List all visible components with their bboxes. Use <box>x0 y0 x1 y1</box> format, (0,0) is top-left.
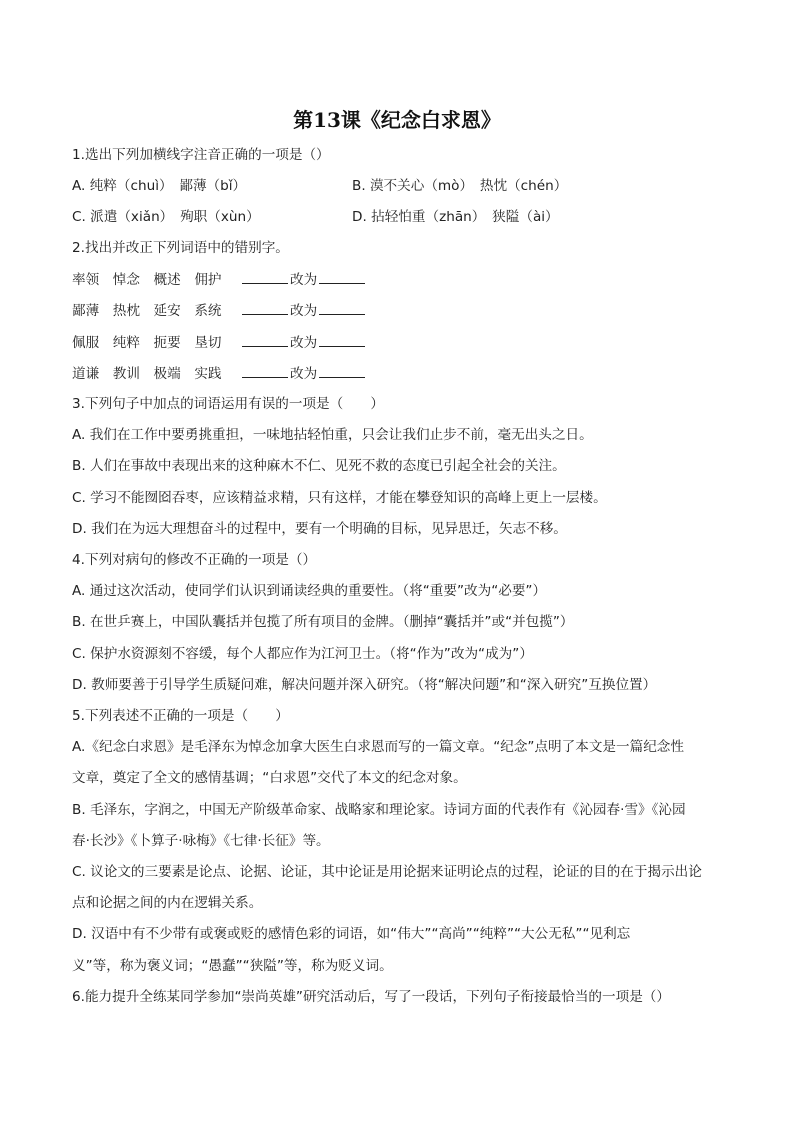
q5-option-d: D. 汉语中有不少带有或褒或贬的感情色彩的词语，如“伟大”“高尚”“纯粹”“大公无私”“见利忘 <box>72 926 631 942</box>
q4-option-d: D. 教师要善于引导学生质疑问难，解决问题并深入研究。（将“解决问题”和“深入研究”互换位置） <box>72 677 657 693</box>
q1-option-b: B. 漠不关心（mò） 热忱（chén） <box>352 178 568 194</box>
q2-row <box>72 332 365 353</box>
answer-blank[interactable] <box>242 332 288 347</box>
q2-row-mid: 改为 <box>290 335 318 351</box>
answer-blank[interactable] <box>319 269 365 284</box>
q3-option-a: A. 我们在工作中要勇挑重担，一味地拈轻怕重，只会让我们止步不前，毫无出头之日。 <box>72 427 593 443</box>
q4-option-a: A. 通过这次活动，使同学们认识到诵读经典的重要性。（将“重要”改为“必要”） <box>72 583 547 599</box>
q2-row-words: 佩服 纯粹 扼要 垦切 <box>72 335 222 351</box>
q2-row-words: 道谦 教训 极端 实践 <box>72 366 222 382</box>
q2-row-mid: 改为 <box>290 366 318 382</box>
q2-row-words: 率领 悼念 概述 佣护 <box>72 272 222 288</box>
q5-stem: 5.下列表述不正确的一项是（ ） <box>72 708 289 724</box>
q1-stem: 1.选出下列加横线字注音正确的一项是（） <box>72 147 330 163</box>
q4-option-b: B. 在世乒赛上，中国队囊括并包揽了所有项目的金牌。（删掉“囊括并”或“并包揽”） <box>72 614 574 630</box>
q5-option-a: A.《纪念白求恩》是毛泽东为悼念加拿大医生白求恩而写的一篇文章。“纪念”点明了本文是一篇纪念性 <box>72 739 684 755</box>
page-title: 第13课《纪念白求恩》 <box>293 108 501 132</box>
q3-stem: 3.下列句子中加点的词语运用有误的一项是（ ） <box>72 396 385 412</box>
q5-option-b: B. 毛泽东，字润之，中国无产阶级革命家、战略家和理论家。诗词方面的代表作有《沁园春·雪》《沁园 <box>72 802 686 818</box>
q2-row <box>72 269 365 290</box>
q5-option-c: C. 议论文的三要素是论点、论据、论证，其中论证是用论据来证明论点的过程，论证的目的在于揭示出论 <box>72 864 702 880</box>
answer-blank[interactable] <box>242 363 288 378</box>
q2-row <box>72 300 365 321</box>
q5-option-c-cont: 点和论据之间的内在逻辑关系。 <box>72 895 263 911</box>
q5-option-d-cont: 义”等，称为褒义词；“愚蠢”“狭隘”等，称为贬义词。 <box>72 958 393 974</box>
answer-blank[interactable] <box>319 332 365 347</box>
q5-option-b-cont: 春·长沙》《卜算子·咏梅》《七律·长征》等。 <box>72 833 330 849</box>
q2-row-mid: 改为 <box>290 303 318 319</box>
answer-blank[interactable] <box>319 300 365 315</box>
q2-stem: 2.找出并改正下列词语中的错别字。 <box>72 240 289 256</box>
q2-row <box>72 363 365 384</box>
q4-stem: 4.下列对病句的修改不正确的一项是（） <box>72 552 317 568</box>
q4-option-c: C. 保护水资源刻不容缓，每个人都应作为江河卫士。（将“作为”改为“成为”） <box>72 646 533 662</box>
answer-blank[interactable] <box>242 269 288 284</box>
q3-option-d: D. 我们在为远大理想奋斗的过程中，要有一个明确的目标，见异思迁，矢志不移。 <box>72 521 567 537</box>
q2-row-mid: 改为 <box>290 272 318 288</box>
q1-option-d: D. 拈轻怕重（zhān） 狭隘（ài） <box>352 209 559 225</box>
q3-option-c: C. 学习不能囫囵吞枣，应该精益求精，只有这样，才能在攀登知识的高峰上更上一层楼。 <box>72 490 607 506</box>
answer-blank[interactable] <box>319 363 365 378</box>
q5-option-a-cont: 文章，奠定了全文的感情基调；“白求恩”交代了本文的纪念对象。 <box>72 770 467 786</box>
q2-row-words: 鄙薄 热枕 延安 系统 <box>72 303 222 319</box>
q1-option-c: C. 派遣（xiǎn） 殉职（xùn） <box>72 209 260 225</box>
q3-option-b: B. 人们在事故中表现出来的这种麻木不仁、见死不救的态度已引起全社会的关注。 <box>72 458 566 474</box>
q6-stem: 6.能力提升全练某同学参加“崇尚英雄”研究活动后，写了一段话，下列句子衔接最恰当的一项是（） <box>72 989 670 1005</box>
answer-blank[interactable] <box>242 300 288 315</box>
q1-option-a: A. 纯粹（chuì） 鄙薄（bǐ） <box>72 178 247 194</box>
